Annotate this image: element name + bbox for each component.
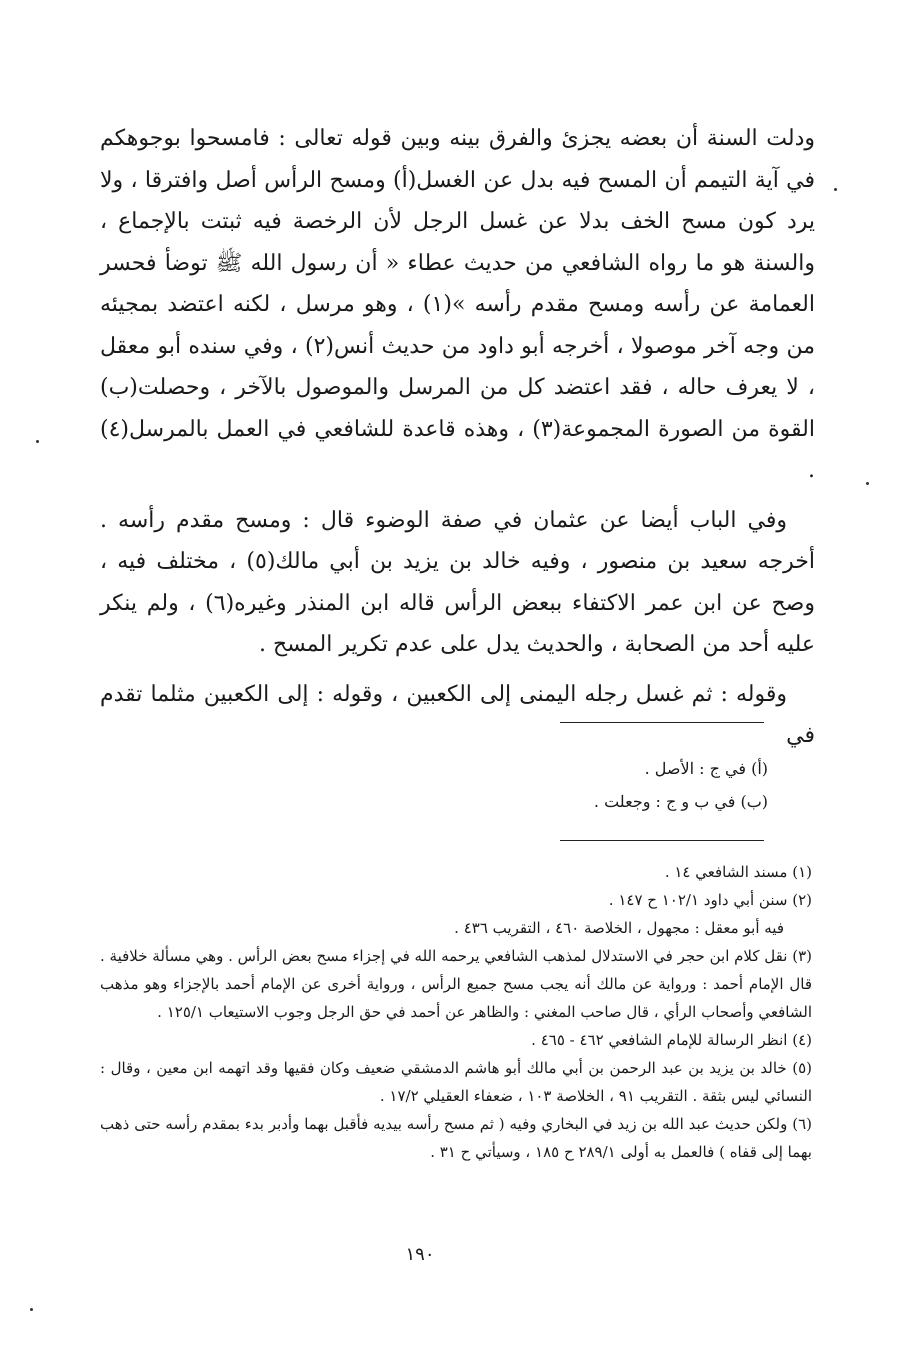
footnote-6: (٦) ولكن حديث عبد الله بن زيد في البخاري وفيه ( ثم مسح رأسه بيديه فأقبل بهما وأدبر بدء بمقدم رأسه حتى ذهب بهما إلى قفاه ) فالعمل به أولى ٢٨٩/١ ح ١٨٥ ، وسيأتي ح ٣١ . xyxy=(100,1115,812,1161)
scan-speck xyxy=(36,440,39,443)
variant-notes xyxy=(300,752,768,818)
main-text-body xyxy=(100,118,815,757)
main-paragraph-2: وفي الباب أيضا عن عثمان في صفة الوضوء قال : ومسح مقدم رأسه . أخرجه سعيد بن منصور ، وفيه خالد بن يزيد بن أبي مالك(٥) ، مختلف فيه ، وصح عن ابن عمر الاكتفاء ببعض الرأس قاله ابن المنذر وغيره(٦) ، ولم ينكر عليه أحد من الصحابة ، والحديث يدل على عدم تكرير المسح . xyxy=(100,507,815,657)
variant-note-b: (ب) في ب و ج : وجعلت . xyxy=(593,792,768,811)
footnotes-divider xyxy=(560,840,764,841)
scan-speck xyxy=(834,188,837,191)
footnote-5: (٥) خالد بن يزيد بن عبد الرحمن بن أبي مالك أبو هاشم الدمشقي ضعيف وكان فقيها وقد اتهمه ابن معين ، وقال : النسائي ليس بثقة . التقريب ٩١ ، الخلاصة ١٠٣ ، ضعفاء العقيلي ١٧/٢ . xyxy=(100,1059,812,1105)
footnote-1: (١) مسند الشافعي ١٤ . xyxy=(664,863,812,881)
footnote-2-note: فيه أبو معقل : مجهول ، الخلاصة ٤٦٠ ، التقريب ٤٣٦ . xyxy=(454,919,784,937)
scan-speck xyxy=(866,482,869,485)
footnote-3: (٣) نقل كلام ابن حجر في الاستدلال لمذهب الشافعي يرحمه الله في إجزاء مسح بعض الرأس . وهي مسألة خلافية . قال الإمام أحمد : ورواية عن مالك أنه يجب مسح جميع الرأس ، ورواية أخرى عن الإمام أحمد بالإجزاء وهو مذهب الشافعي وأصحاب الرأي ، قال صاحب المغني : والظاهر عن أحمد في حق الرجل وجوب الاستيعاب ١٢٥/١ . xyxy=(100,947,812,1021)
footnote-4: (٤) انظر الرسالة للإمام الشافعي ٤٦٢ - ٤٦٥ . xyxy=(531,1031,812,1049)
page-number: ١٩٠ xyxy=(405,1244,435,1265)
footnotes xyxy=(100,858,812,1166)
variant-note-a: (أ) في ج : الأصل . xyxy=(644,759,768,778)
variant-notes-divider xyxy=(560,722,764,723)
scan-speck xyxy=(30,1308,33,1311)
main-paragraph-1: ودلت السنة أن بعضه يجزئ والفرق بينه وبين قوله تعالى : فامسحوا بوجوهكم في آية التيمم أن المسح فيه بدل عن الغسل(أ) ومسح الرأس أصل وافترقا ، ولا يرد كون مسح الخف بدلا عن غسل الرجل لأن الرخصة فيه ثبتت بالإجماع ، والسنة هو ما رواه الشافعي من حديث عطاء « أن رسول الله ﷺ توضأ فحسر العمامة عن رأسه ومسح مقدم رأسه »(١) ، وهو مرسل ، لكنه اعتضد بمجيئه من وجه آخر موصولا ، أخرجه أبو داود من حديث أنس(٢) ، وفي سنده أبو معقل ، لا يعرف حاله ، فقد اعتضد كل من المرسل والموصول بالآخر ، وحصلت(ب) القوة من الصورة المجموعة(٣) ، وهذه قاعدة للشافعي في العمل بالمرسل(٤) . xyxy=(100,126,816,483)
footnote-2: (٢) سنن أبي داود ١٠٢/١ ح ١٤٧ . xyxy=(608,891,812,909)
main-paragraph-3: وقوله : ثم غسل رجله اليمنى إلى الكعبين ، وقوله : إلى الكعبين مثلما تقدم في xyxy=(100,681,815,748)
